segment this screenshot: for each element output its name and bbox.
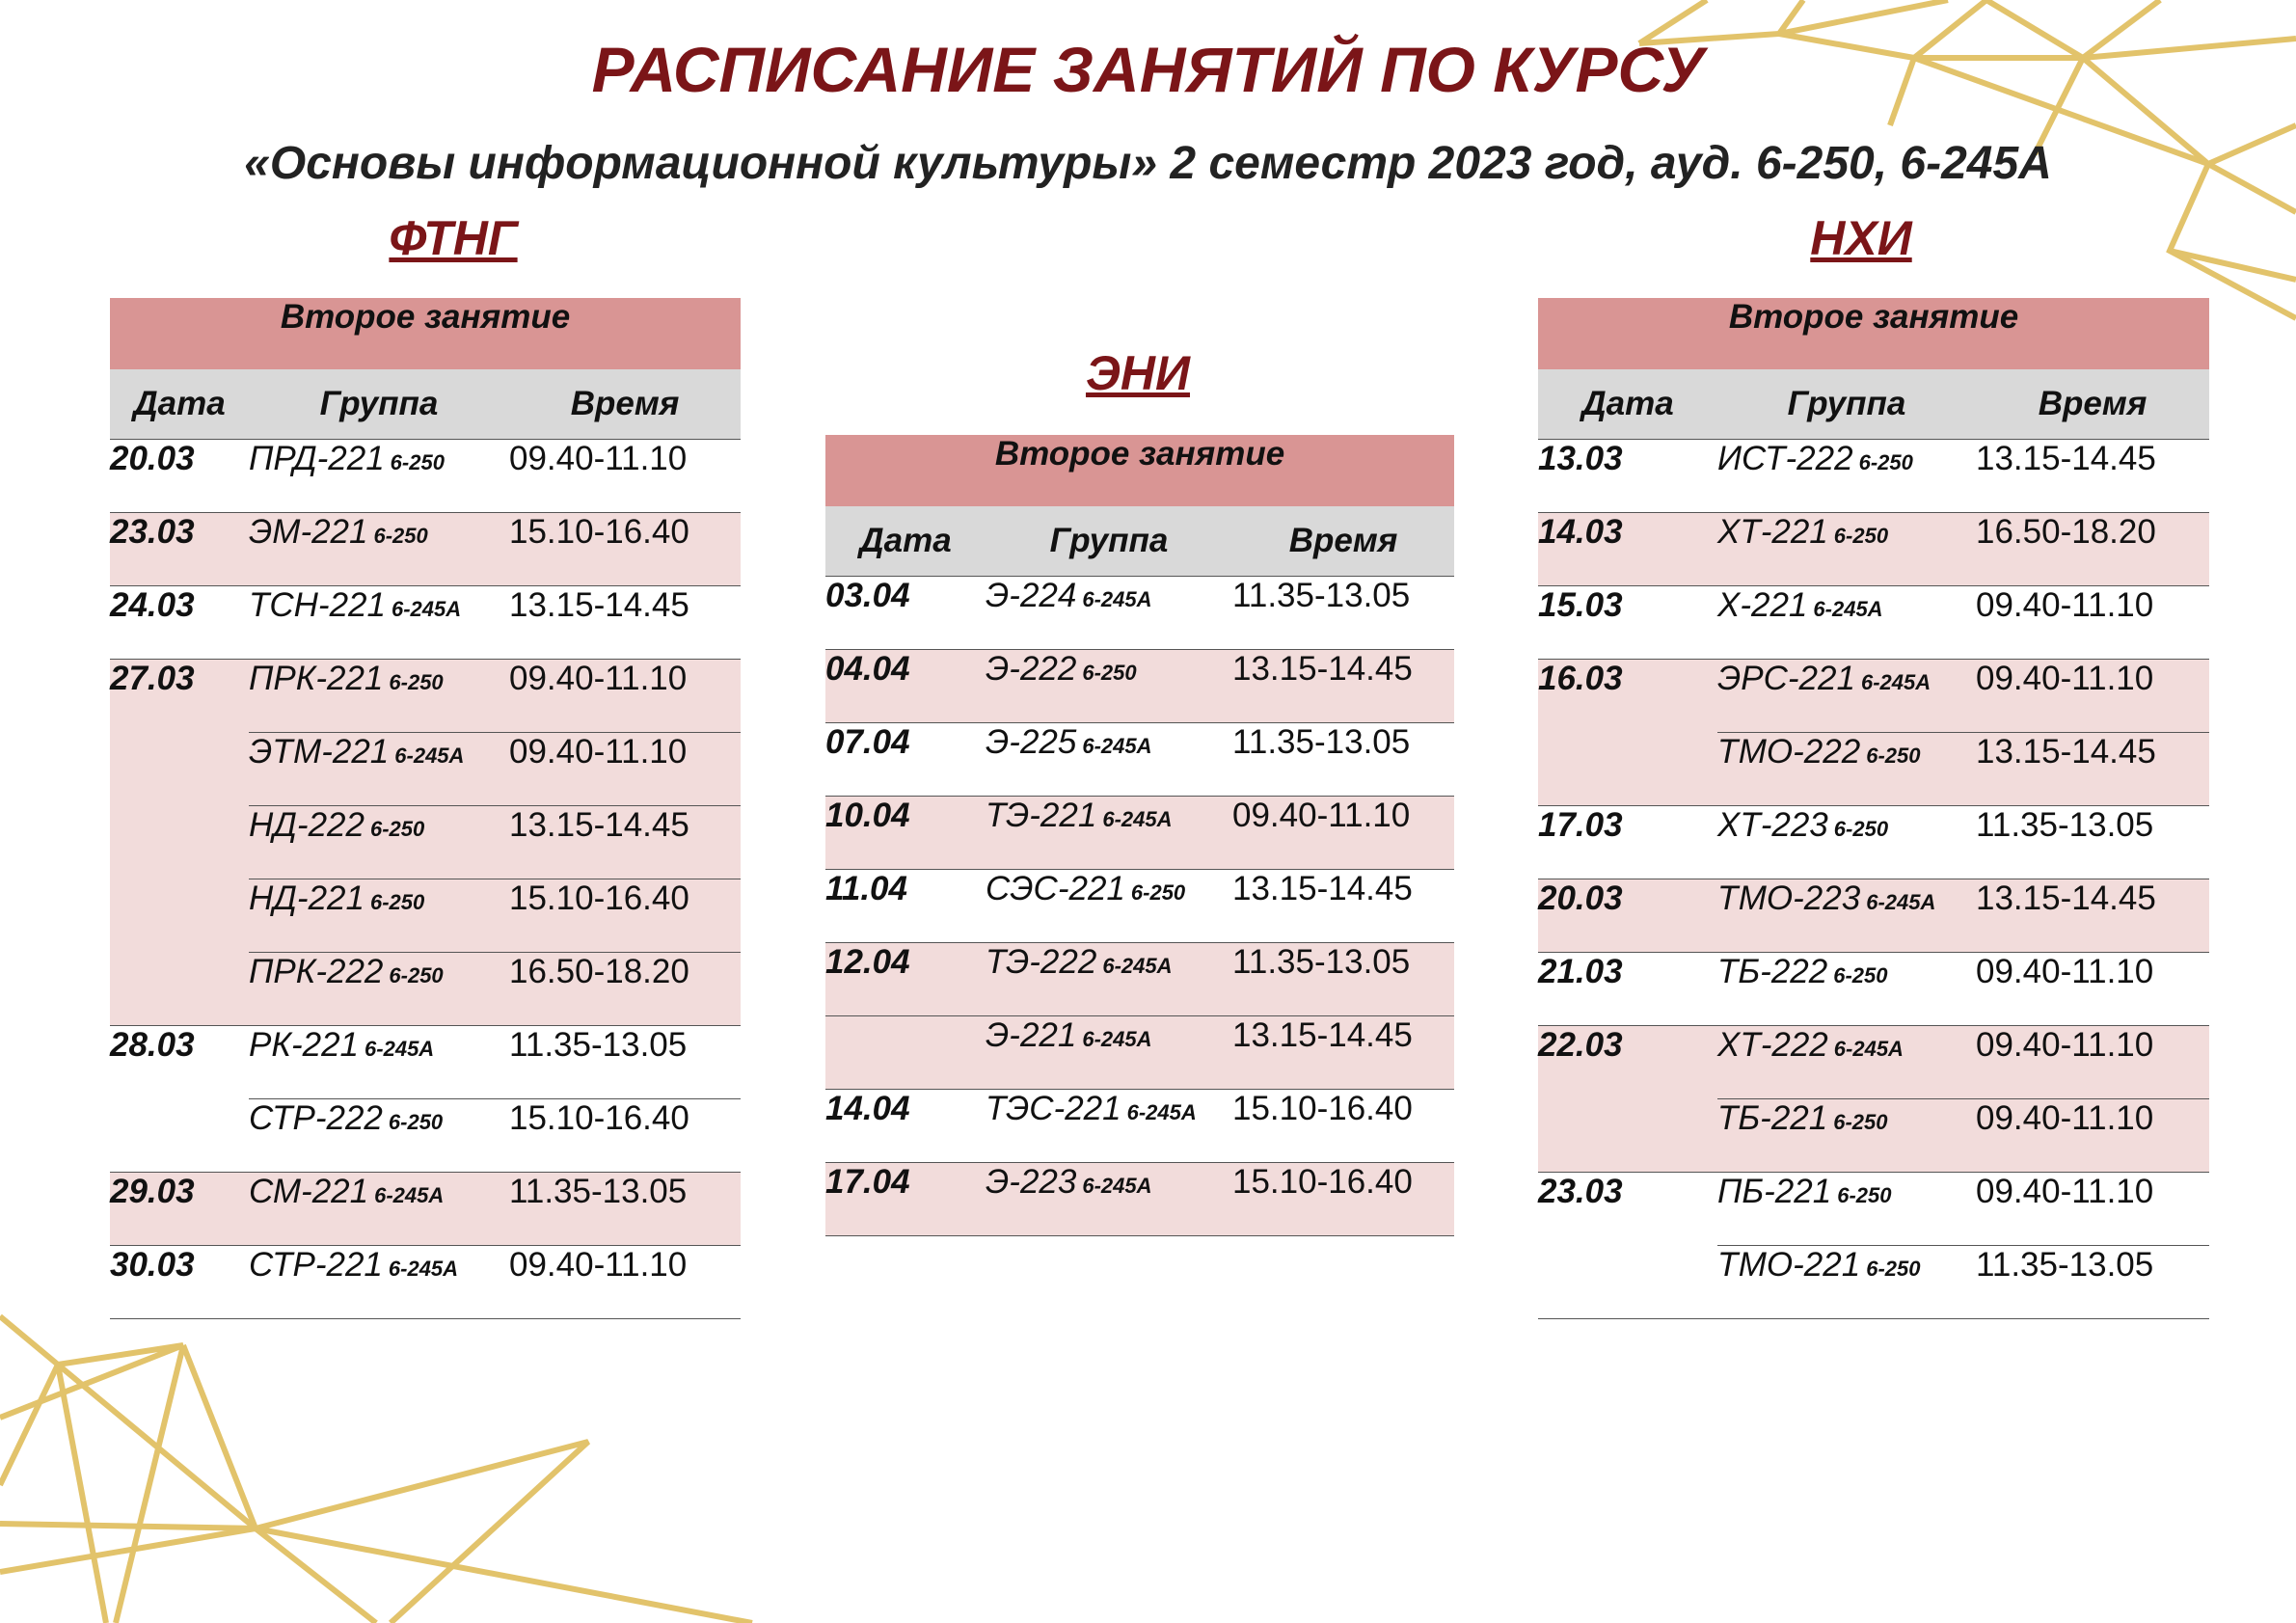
cell-group [249, 953, 509, 1026]
cell-time: 09.40-11.10 [1976, 1026, 2209, 1099]
cell-group [1717, 806, 1976, 879]
cell-date: 07.04 [825, 723, 986, 797]
cell-date: 28.03 [110, 1026, 249, 1099]
room-number: 6-250 [1866, 1257, 1921, 1281]
cell-date: 22.03 [1538, 1026, 1717, 1099]
group-name: ТМО-223 [1717, 879, 1861, 917]
cell-time: 09.40-11.10 [509, 733, 741, 806]
room-number: 6-245А [1860, 670, 1931, 694]
cell-time: 15.10-16.40 [509, 879, 741, 953]
cell-date: 04.04 [825, 650, 986, 723]
cell-date: 29.03 [110, 1173, 249, 1246]
cell-date: 13.03 [1538, 440, 1717, 513]
table-row [825, 650, 1454, 723]
table-row [110, 1246, 741, 1319]
cell-date: 10.04 [825, 797, 986, 870]
room-number: 6-250 [389, 670, 444, 694]
table-row [1538, 586, 2209, 660]
table-row [825, 723, 1454, 797]
cell-group [249, 586, 509, 660]
cell-date: 17.03 [1538, 806, 1717, 879]
room-number: 6-250 [1837, 1183, 1892, 1207]
col-header-date: Дата [110, 369, 249, 440]
table-row [110, 440, 741, 513]
room-number: 6-250 [1130, 880, 1186, 905]
ftng-rows [110, 440, 741, 1319]
table-row [110, 1026, 741, 1099]
room-number: 6-250 [1833, 524, 1889, 548]
cell-group [1717, 879, 1976, 953]
group-name: ТБ-221 [1717, 1099, 1828, 1137]
group-name: ПБ-221 [1717, 1173, 1832, 1210]
table-row [825, 943, 1454, 1016]
cell-group [1717, 953, 1976, 1026]
group-name: СТР-222 [249, 1099, 383, 1137]
eni-rows [825, 577, 1454, 1236]
group-name: НД-221 [249, 879, 365, 917]
room-number: 6-245А [1866, 890, 1936, 914]
cell-group [986, 723, 1232, 797]
cell-time: 11.35-13.05 [1976, 806, 2209, 879]
table-row [825, 1090, 1454, 1163]
room-number: 6-250 [1866, 744, 1921, 768]
group-name: Х-221 [1717, 586, 1808, 624]
room-number: 6-245А [391, 597, 462, 621]
cell-date: 15.03 [1538, 586, 1717, 660]
room-number: 6-250 [1833, 963, 1888, 987]
page-title: РАСПИСАНИЕ ЗАНЯТИЙ ПО КУРСУ [591, 34, 1705, 105]
room-number: 6-245А [1126, 1100, 1197, 1124]
table-row [825, 870, 1454, 943]
page-subtitle: «Основы информационной культуры» 2 семестр 2023 год, ауд. 6-250, 6-245А [244, 138, 2052, 189]
cell-time: 13.15-14.45 [1976, 879, 2209, 953]
group-name: ТМО-222 [1717, 733, 1861, 771]
table-row [1538, 1026, 2209, 1099]
cell-group [1717, 1173, 1976, 1246]
cell-group [249, 513, 509, 586]
group-name: ЭТМ-221 [249, 733, 390, 771]
table-row [1538, 513, 2209, 586]
room-number: 6-245А [1082, 587, 1152, 611]
cell-date [1538, 1099, 1717, 1173]
cell-time: 11.35-13.05 [1232, 723, 1454, 797]
cell-time: 13.15-14.45 [1976, 733, 2209, 806]
col-header-group: Группа [986, 506, 1232, 577]
cell-time: 11.35-13.05 [1232, 943, 1454, 1016]
room-number: 6-250 [1833, 817, 1889, 841]
table-row [1538, 806, 2209, 879]
cell-time: 09.40-11.10 [1976, 586, 2209, 660]
cell-group [249, 440, 509, 513]
table-row [110, 586, 741, 660]
cell-group [249, 806, 509, 879]
cell-group [249, 1026, 509, 1099]
nhi-rows [1538, 440, 2209, 1319]
cell-time: 15.10-16.40 [509, 1099, 741, 1173]
cell-time: 09.40-11.10 [509, 440, 741, 513]
table-row [1538, 879, 2209, 953]
cell-time: 15.10-16.40 [509, 513, 741, 586]
group-name: СТР-221 [249, 1246, 383, 1284]
cell-date: 20.03 [1538, 879, 1717, 953]
cell-time: 09.40-11.10 [1976, 953, 2209, 1026]
cell-group [1717, 733, 1976, 806]
table-row [110, 879, 741, 953]
cell-time: 13.15-14.45 [509, 586, 741, 660]
cell-date [1538, 733, 1717, 806]
cell-group [986, 1016, 1232, 1090]
cell-date [1538, 1246, 1717, 1319]
cell-time: 11.35-13.05 [1976, 1246, 2209, 1319]
group-name: Э-221 [986, 1016, 1077, 1054]
cell-time: 15.10-16.40 [1232, 1163, 1454, 1236]
group-name: РК-221 [249, 1026, 360, 1064]
cell-time: 13.15-14.45 [509, 806, 741, 879]
group-name: ХТ-223 [1717, 806, 1828, 844]
cell-time: 11.35-13.05 [509, 1173, 741, 1246]
cell-time: 16.50-18.20 [509, 953, 741, 1026]
group-name: ТЭС-221 [986, 1090, 1121, 1127]
cell-date: 23.03 [1538, 1173, 1717, 1246]
table-caption: Второе занятие [110, 298, 741, 369]
cell-group [1717, 1099, 1976, 1173]
cell-date: 21.03 [1538, 953, 1717, 1026]
table-row [1538, 1246, 2209, 1319]
col-header-time: Время [1976, 369, 2209, 440]
cell-time: 09.40-11.10 [509, 1246, 741, 1319]
cell-date [110, 806, 249, 879]
table-row [1538, 1173, 2209, 1246]
group-name: ЭМ-221 [249, 513, 368, 551]
cell-date: 20.03 [110, 440, 249, 513]
group-name: Э-225 [986, 723, 1077, 761]
cell-time: 13.15-14.45 [1232, 1016, 1454, 1090]
room-number: 6-245А [1082, 734, 1152, 758]
room-number: 6-245А [1102, 954, 1173, 978]
cell-time: 13.15-14.45 [1976, 440, 2209, 513]
cell-time: 09.40-11.10 [1232, 797, 1454, 870]
cell-date: 11.04 [825, 870, 986, 943]
cell-group [986, 650, 1232, 723]
cell-group [986, 943, 1232, 1016]
eni-schedule-table [825, 435, 1454, 1236]
cell-group [1717, 1246, 1976, 1319]
cell-group [249, 660, 509, 733]
nhi-schedule-table [1538, 298, 2209, 1319]
eni-label: ЭНИ [1085, 346, 1190, 400]
cell-group [1717, 660, 1976, 733]
cell-group [1717, 1026, 1976, 1099]
group-name: ПРК-221 [249, 660, 384, 697]
cell-time: 09.40-11.10 [1976, 660, 2209, 733]
cell-date: 16.03 [1538, 660, 1717, 733]
ftng-schedule-table [110, 298, 741, 1319]
room-number: 6-250 [1082, 661, 1137, 685]
cell-group [249, 1246, 509, 1319]
table-caption: Второе занятие [1538, 298, 2209, 369]
table-row [1538, 953, 2209, 1026]
group-name: ТБ-222 [1717, 953, 1828, 990]
cell-group [986, 1163, 1232, 1236]
room-number: 6-250 [388, 1110, 444, 1134]
room-number: 6-250 [373, 524, 428, 548]
room-number: 6-245А [1082, 1174, 1152, 1198]
group-name: НД-222 [249, 806, 365, 844]
cell-date: 17.04 [825, 1163, 986, 1236]
room-number: 6-245А [394, 744, 465, 768]
cell-group [249, 1173, 509, 1246]
cell-group [986, 870, 1232, 943]
room-number: 6-245А [374, 1183, 445, 1207]
cell-time: 15.10-16.40 [1232, 1090, 1454, 1163]
room-number: 6-245А [1082, 1027, 1152, 1051]
cell-date: 14.04 [825, 1090, 986, 1163]
table-row [1538, 1099, 2209, 1173]
cell-time: 13.15-14.45 [1232, 650, 1454, 723]
cell-date [110, 1099, 249, 1173]
table-row [110, 660, 741, 733]
group-name: ТМО-221 [1717, 1246, 1861, 1284]
table-row [1538, 440, 2209, 513]
room-number: 6-250 [369, 817, 425, 841]
group-name: СМ-221 [249, 1173, 369, 1210]
cell-group [249, 1099, 509, 1173]
room-number: 6-250 [389, 963, 444, 987]
table-row [825, 1016, 1454, 1090]
cell-time: 13.15-14.45 [1232, 870, 1454, 943]
cell-group [249, 733, 509, 806]
cell-group [986, 577, 1232, 650]
room-number: 6-245А [1102, 807, 1173, 831]
group-name: ПРК-222 [249, 953, 384, 990]
group-name: ТЭ-221 [986, 797, 1097, 834]
table-caption: Второе занятие [825, 435, 1454, 506]
group-name: ХТ-222 [1717, 1026, 1828, 1064]
cell-group [986, 1090, 1232, 1163]
table-row [825, 1163, 1454, 1236]
room-number: 6-245А [365, 1037, 435, 1061]
cell-time: 09.40-11.10 [1976, 1099, 2209, 1173]
group-name: Э-223 [986, 1163, 1077, 1201]
cell-time: 11.35-13.05 [1232, 577, 1454, 650]
cell-date [110, 953, 249, 1026]
cell-time: 09.40-11.10 [509, 660, 741, 733]
cell-time: 16.50-18.20 [1976, 513, 2209, 586]
col-header-date: Дата [1538, 369, 1717, 440]
group-name: ИСТ-222 [1717, 440, 1853, 477]
cell-group [1717, 586, 1976, 660]
room-number: 6-245А [1833, 1037, 1904, 1061]
table-row [825, 797, 1454, 870]
group-name: ПРД-221 [249, 440, 385, 477]
group-name: ХТ-221 [1717, 513, 1828, 551]
col-header-group: Группа [1717, 369, 1976, 440]
group-name: СЭС-221 [986, 870, 1125, 907]
table-row [110, 806, 741, 879]
cell-time: 09.40-11.10 [1976, 1173, 2209, 1246]
cell-date: 03.04 [825, 577, 986, 650]
room-number: 6-250 [1858, 450, 1913, 474]
table-row [110, 1173, 741, 1246]
table-row [825, 577, 1454, 650]
table-row [1538, 660, 2209, 733]
cell-date [110, 879, 249, 953]
col-header-group: Группа [249, 369, 509, 440]
room-number: 6-250 [1833, 1110, 1888, 1134]
cell-date: 23.03 [110, 513, 249, 586]
group-name: ТСН-221 [249, 586, 386, 624]
col-header-time: Время [1232, 506, 1454, 577]
table-row [110, 953, 741, 1026]
cell-date [825, 1016, 986, 1090]
cell-group [1717, 513, 1976, 586]
group-name: ТЭ-222 [986, 943, 1097, 981]
ftng-label: ФТНГ [389, 211, 518, 265]
group-name: ЭРС-221 [1717, 660, 1855, 697]
cell-group [249, 879, 509, 953]
nhi-label: НХИ [1810, 211, 1912, 265]
cell-group [1717, 440, 1976, 513]
table-row [110, 513, 741, 586]
cell-date: 24.03 [110, 586, 249, 660]
cell-time: 11.35-13.05 [509, 1026, 741, 1099]
room-number: 6-245А [1813, 597, 1883, 621]
room-number: 6-245А [388, 1257, 459, 1281]
room-number: 6-250 [390, 450, 445, 474]
cell-date: 14.03 [1538, 513, 1717, 586]
group-name: Э-224 [986, 577, 1077, 614]
col-header-date: Дата [825, 506, 986, 577]
table-row [110, 1099, 741, 1173]
cell-date: 30.03 [110, 1246, 249, 1319]
table-row [110, 733, 741, 806]
room-number: 6-250 [369, 890, 425, 914]
col-header-time: Время [509, 369, 741, 440]
cell-group [986, 797, 1232, 870]
group-name: Э-222 [986, 650, 1077, 688]
cell-date: 12.04 [825, 943, 986, 1016]
table-row [1538, 733, 2209, 806]
cell-date [110, 733, 249, 806]
cell-date: 27.03 [110, 660, 249, 733]
